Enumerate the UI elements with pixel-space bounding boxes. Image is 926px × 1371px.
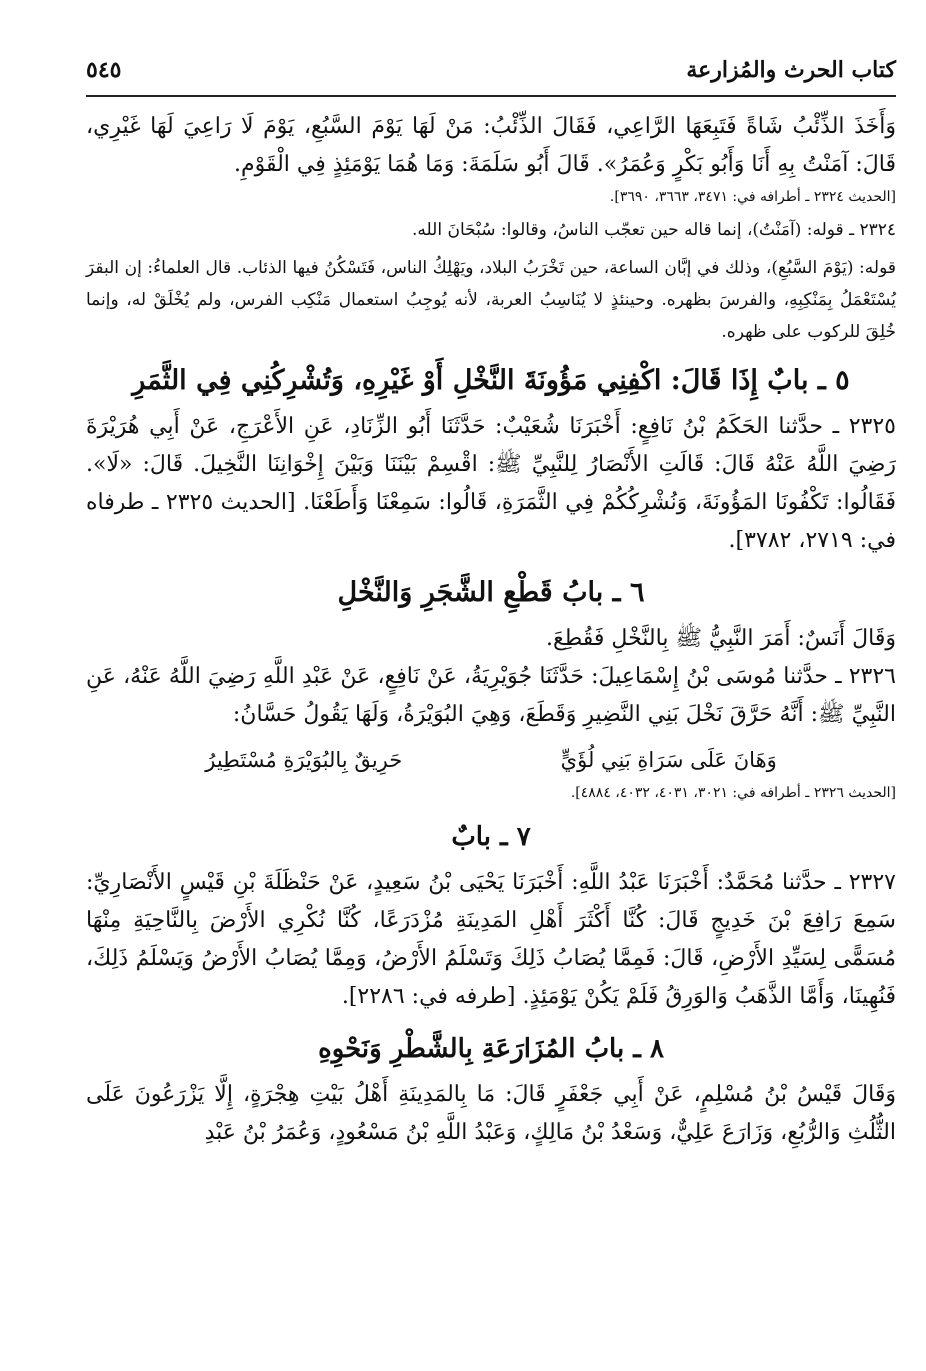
chapter-8-heading: ٨ ـ بابُ المُزَارَعَةِ بِالشَّطْرِ وَنَحْوِهِ (318, 1034, 664, 1064)
book-title: كتاب الحرث والمُزارعة (686, 57, 896, 83)
commentary-2324-note-1: ٢٣٢٤ ـ قوله: (آمَنْتُ)، إنما قاله حين تعجّب الناسُ، وقالوا: سُبْحَانَ الله. (412, 220, 896, 240)
hadith-2326-references: [الحديث ٢٣٢٦ ـ أطرافه في: ٣٠٢١، ٤٠٣١، ٤٠٣٢، ٤٨٨٤]. (570, 785, 896, 801)
commentary-2324-note-2: قوله: (يَوْمَ السَّبُعِ)، وذلك في إبَّان الساعة، حين تَخْرَبُ البلاد، ويَهْلِكُ الناس، فَتَسْكُنُ فيها الذئاب. قال العلماءُ: إن البقرَ يُسْتَعْمَلُ بِمَنْكِبِهِ، والفرسَ بظهره. وحينئذٍ لا يُنَاسِبُ العربة، لأنه يُوجِبُ استعمال مَنْكِب الفرس، ولم يُخْلَقْ له، وإنما خُلِقَ للركوب على ظهره. (86, 258, 896, 342)
page-header (86, 55, 896, 97)
hadith-2326-text: ٢٣٢٦ ـ حدَّثنا مُوسَى بْنُ إِسْمَاعِيلَ: حَدَّثَنَا جُوَيْرِيَةُ، عَنْ نَافِعٍ، عَنْ عَبْدِ اللَّهِ رَضِيَ اللَّهُ عَنْهُ، عَنِ النَّبِيِّ ﷺ: أَنَّهُ حَرَّقَ نَخْلَ بَنِي النَّضِيرِ وَقَطَعَ، وَهِيَ البُوَيْرَةُ، وَلَهَا يَقُولُ حَسَّانُ: (86, 664, 896, 727)
hadith-2325-text: ٢٣٢٥ ـ حدَّثنا الحَكَمُ بْنُ نَافِعٍ: أَخْبَرَنَا شُعَيْبٌ: حَدَّثَنَا أَبُو الزِّنَادِ، عَنِ الأَعْرَجِ، عَنْ أَبِي هُرَيْرَةَ رَضِيَ اللَّهُ عَنْهُ قَالَ: قَالَتِ الأَنْصَارُ لِلنَّبِيِّ ﷺ: اقْسِمْ بَيْنَنَا وَبَيْنَ إِخْوَانِنَا النَّخِيلَ. قَالَ: «لَا». فَقَالُوا: تَكْفُونَا المَؤُونَةَ، وَنُشْرِكُكُمْ فِي الثَّمَرَةِ، قَالُوا: سَمِعْنَا وَأَطَعْنَا. [الحديث ٢٣٢٥ ـ طرفاه في: ٢٧١٩، ٣٧٨٢]. (86, 414, 896, 553)
hadith-2327-text: ٢٣٢٧ ـ حدَّثنا مُحَمَّدٌ: أَخْبَرَنَا عَبْدُ اللَّهِ: أَخْبَرَنَا يَحْيَى بْنُ سَعِيدٍ، عَنْ حَنْظَلَةَ بْنِ قَيْسٍ الأَنْصَارِيِّ: سَمِعَ رَافِعَ بْنَ خَدِيجٍ قَالَ: كُنَّا أَكْثَرَ أَهْلِ المَدِينَةِ مُزْدَرَعًا، كُنَّا نُكْرِي الأَرْضَ بِالنَّاحِيَةِ مِنْهَا مُسَمًّى لِسَيِّدِ الأَرْضِ، قَالَ: فَمِمَّا يُصَابُ ذَلِكَ وَتَسْلَمُ الأَرْضُ، وَمِمَّا يُصَابُ الأَرْضُ وَيَسْلَمُ ذَلِكَ، فَنُهِينَا، وَأَمَّا الذَّهَبُ وَالوَرِقُ فَلَمْ يَكُنْ يَوْمَئِذٍ. [طرفه في: ٢٢٨٦]. (86, 870, 896, 1009)
page-content (86, 108, 896, 1152)
poem-second-hemistich: حَرِيقٌ بِالبُوَيْرَةِ مُسْتَطِيرُ (205, 748, 403, 772)
anas-narration: وَقَالَ أَنَسٌ: أَمَرَ النَّبِيُّ ﷺ بِالنَّخْلِ فَقُطِعَ. (546, 626, 896, 651)
page-number: ٥٤٥ (86, 57, 122, 83)
chapter-7-heading: ٧ ـ بابٌ (451, 822, 531, 852)
poem-first-hemistich: وَهَانَ عَلَى سَرَاةِ بَنِي لُؤَيٍّ (560, 748, 777, 772)
chapter-5-heading: ٥ ـ بابٌ إِذَا قَالَ: اكْفِنِي مَؤُونَةَ النَّخْلِ أَوْ غَيْرِهِ، وَتُشْرِكُنِي فِي الثَّمَرِ (132, 365, 850, 396)
hadith-2324-text: وَأَخَذَ الذِّئْبُ شَاةً فَتَبِعَهَا الرَّاعِي، فَقَالَ الذِّئْبُ: مَنْ لَهَا يَوْمَ السَّبُعِ، يَوْمَ لَا رَاعِيَ لَهَا غَيْرِي، قَالَ: آمَنْتُ بِهِ أَنَا وَأَبُو بَكْرٍ وَعُمَرُ». قَالَ أَبُو سَلَمَةَ: وَمَا هُمَا يَوْمَئِذٍ فِي الْقَوْمِ. (86, 114, 896, 177)
poem-verse (126, 740, 856, 780)
chapter-8-text: وَقَالَ قَيْسُ بْنُ مُسْلِمٍ، عَنْ أَبِي جَعْفَرٍ قَالَ: مَا بِالمَدِينَةِ أَهْلُ بَيْتِ هِجْرَةٍ، إِلَّا يَزْرَعُونَ عَلَى الثُّلُثِ وَالرُّبُعِ، وَزَارَعَ عَلِيٌّ، وَسَعْدُ بْنُ مَالِكٍ، وَعَبْدُ اللَّهِ بْنُ مَسْعُودٍ، وَعُمَرُ بْنُ عَبْدِ (86, 1082, 896, 1145)
hadith-2324-references: [الحديث ٢٣٢٤ ـ أطرافه في: ٣٤٧١، ٣٦٦٣، ٣٦٩٠]. (609, 189, 896, 205)
chapter-6-heading: ٦ ـ بابُ قَطْعِ الشَّجَرِ وَالنَّخْلِ (337, 577, 645, 608)
